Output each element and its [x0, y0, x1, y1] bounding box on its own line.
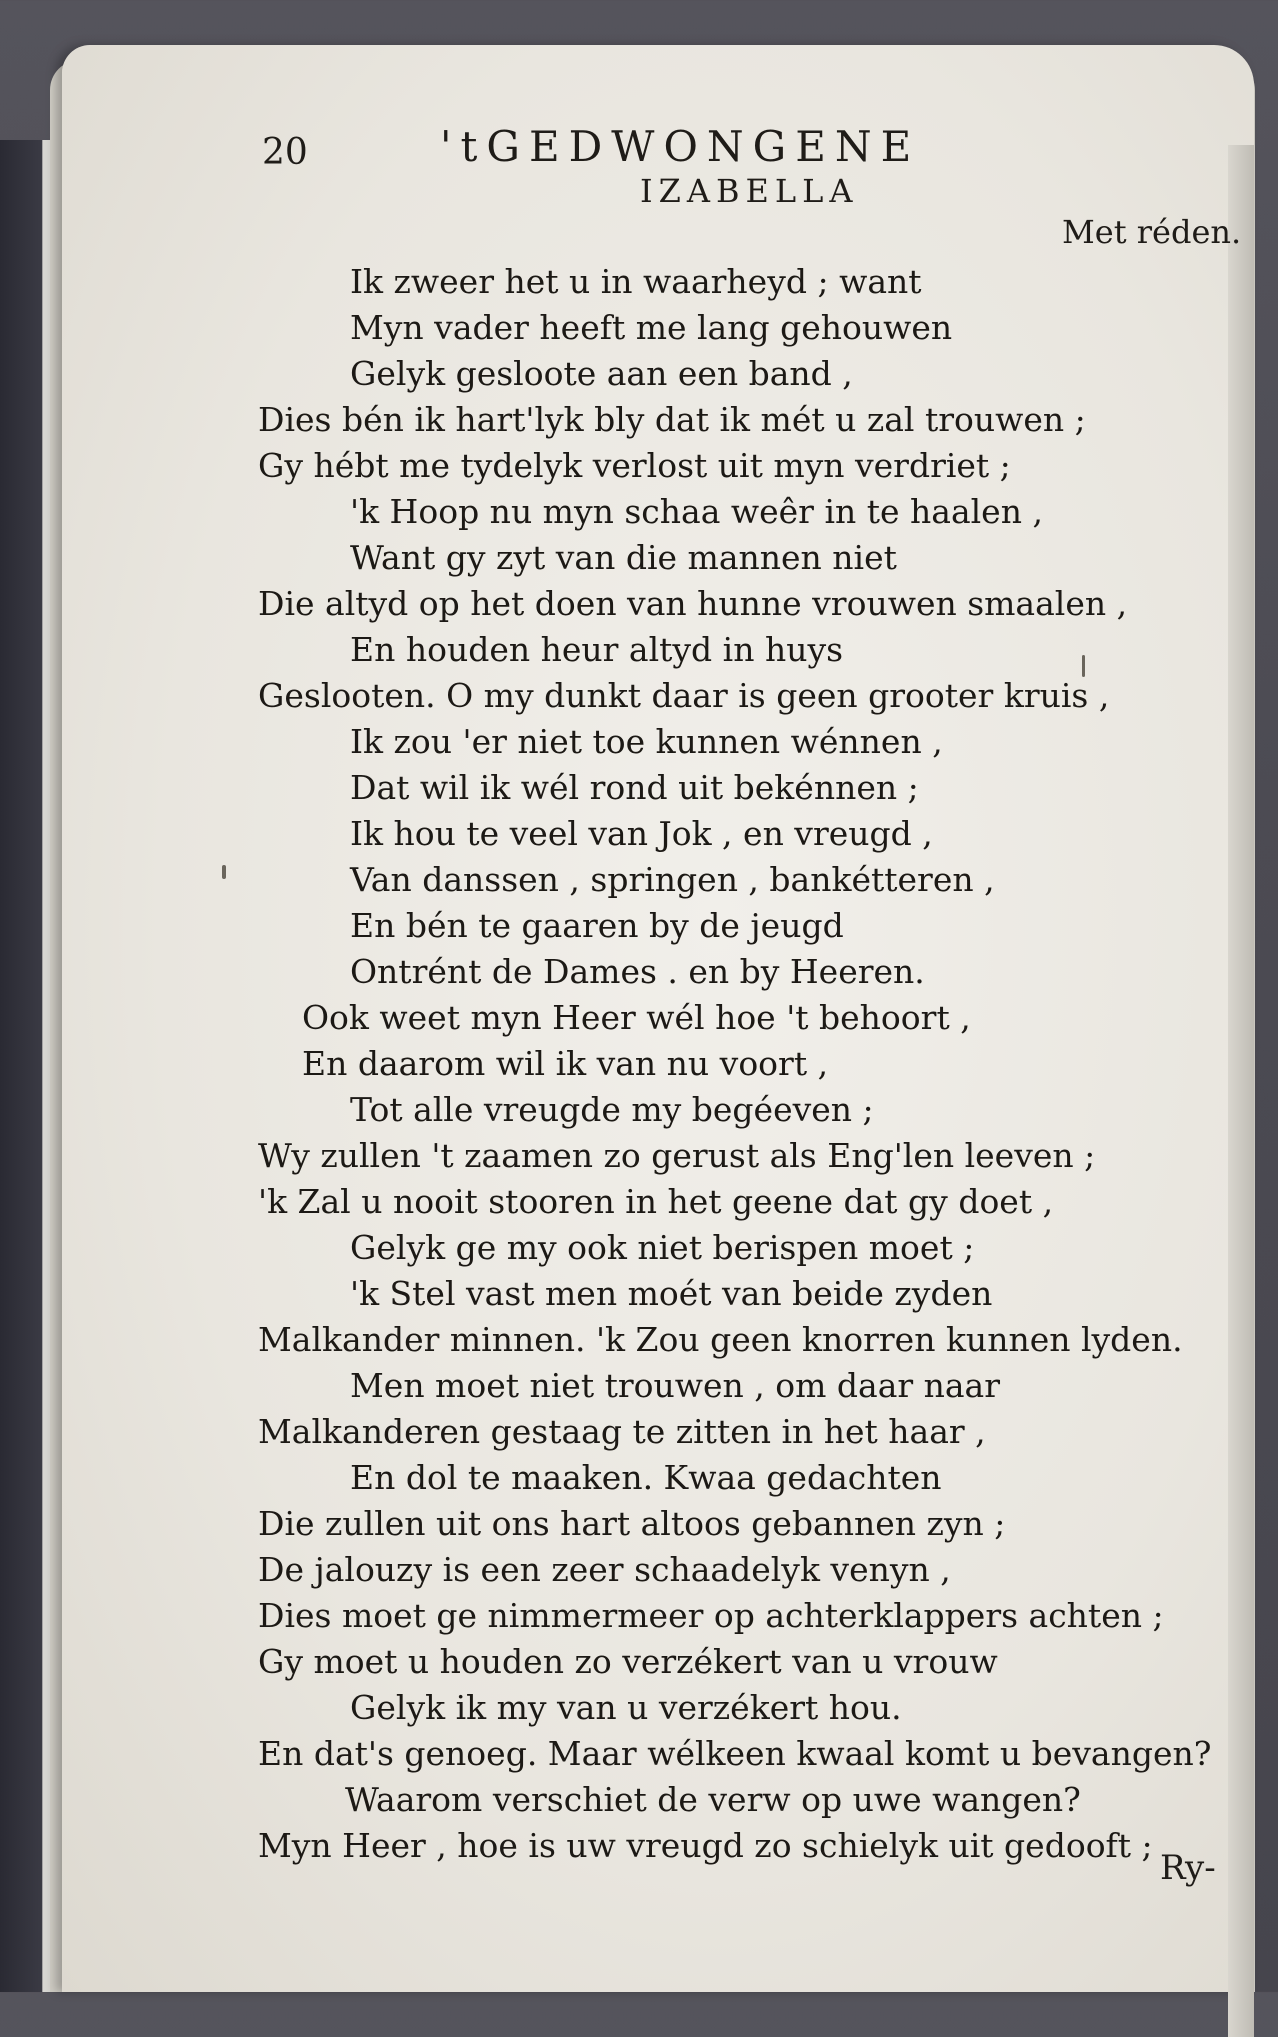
- verse-line: 'k Zal u nooit stooren in het geene dat gy doet ,: [258, 1182, 1054, 1221]
- verse-line: Tot alle vreugde my begéeven ;: [350, 1090, 874, 1129]
- verse-line: Waarom verschiet de verw op uwe wangen?: [345, 1780, 1081, 1819]
- verse-line: Malkander minnen. 'k Zou geen knorren kunnen lyden.: [258, 1320, 1183, 1359]
- catchword: Ry-: [1160, 1848, 1216, 1888]
- verse-line: Dies moet ge nimmermeer op achterklappers achten ;: [258, 1596, 1164, 1635]
- verse-line: Malkanderen gestaag te zitten in het haar ,: [258, 1412, 986, 1451]
- verse-line: En houden heur altyd in huys: [350, 630, 844, 669]
- verse-line: Dies bén ik hart'lyk bly dat ik mét u zal trouwen ;: [258, 400, 1086, 439]
- verse-line: 'k Hoop nu myn schaa weêr in te haalen ,: [350, 492, 1043, 531]
- verse-line: Wy zullen 't zaamen zo gerust als Eng'len leeven ;: [258, 1136, 1096, 1175]
- verse-line: En dat's genoeg. Maar wélkeen kwaal komt u bevangen?: [258, 1734, 1212, 1773]
- verse-line: Die zullen uit ons hart altoos gebannen zyn ;: [258, 1504, 1006, 1543]
- verse-line: 'k Stel vast men moét van beide zyden: [350, 1274, 993, 1313]
- verse-line: Men moet niet trouwen , om daar naar: [350, 1366, 1001, 1405]
- verse-line: Geslooten. O my dunkt daar is geen grooter kruis ,: [258, 676, 1110, 715]
- verse-line: Ik zou 'er niet toe kunnen wénnen ,: [350, 722, 943, 761]
- verse-line: Ik zweer het u in waarheyd ; want: [350, 262, 922, 301]
- verse-line: Ik hou te veel van Jok , en vreugd ,: [350, 814, 933, 853]
- verse-line: Die altyd op het doen van hunne vrouwen smaalen ,: [258, 584, 1128, 623]
- verse-line: Ontrént de Dames . en by Heeren.: [350, 952, 925, 991]
- verse-line: Want gy zyt van die mannen niet: [350, 538, 897, 577]
- verse-body: [0, 262, 1278, 1882]
- verse-line: Dat wil ik wél rond uit bekénnen ;: [350, 768, 919, 807]
- verse-line: Myn Heer , hoe is uw vreugd zo schielyk uit gedooft ;: [258, 1826, 1153, 1865]
- page-header: [0, 122, 1278, 212]
- verse-line: Gelyk ge my ook niet berispen moet ;: [350, 1228, 975, 1267]
- verse-line: Gelyk ik my van u verzékert hou.: [350, 1688, 902, 1727]
- verse-line: En daarom wil ik van nu voort ,: [302, 1044, 829, 1083]
- verse-line: En dol te maaken. Kwaa gedachten: [350, 1458, 942, 1497]
- running-subtitle: IZABELLA: [640, 172, 859, 210]
- verse-line: Gy moet u houden zo verzékert van u vrouw: [258, 1642, 998, 1681]
- verse-line: Myn vader heeft me lang gehouwen: [350, 308, 953, 347]
- verse-line: De jalouzy is een zeer schaadelyk venyn ,: [258, 1550, 951, 1589]
- verse-line: Van danssen , springen , bankétteren ,: [350, 860, 995, 899]
- verse-line: Gy hébt me tydelyk verlost uit myn verdriet ;: [258, 446, 1011, 485]
- stage-direction: Met réden.: [1062, 213, 1242, 251]
- running-title: 'tGEDWONGENE: [440, 122, 921, 171]
- verse-line: Gelyk gesloote aan een band ,: [350, 354, 853, 393]
- page-number: 20: [262, 132, 308, 173]
- verse-line: Ook weet myn Heer wél hoe 't behoort ,: [302, 998, 971, 1037]
- verse-line: En bén te gaaren by de jeugd: [350, 906, 844, 945]
